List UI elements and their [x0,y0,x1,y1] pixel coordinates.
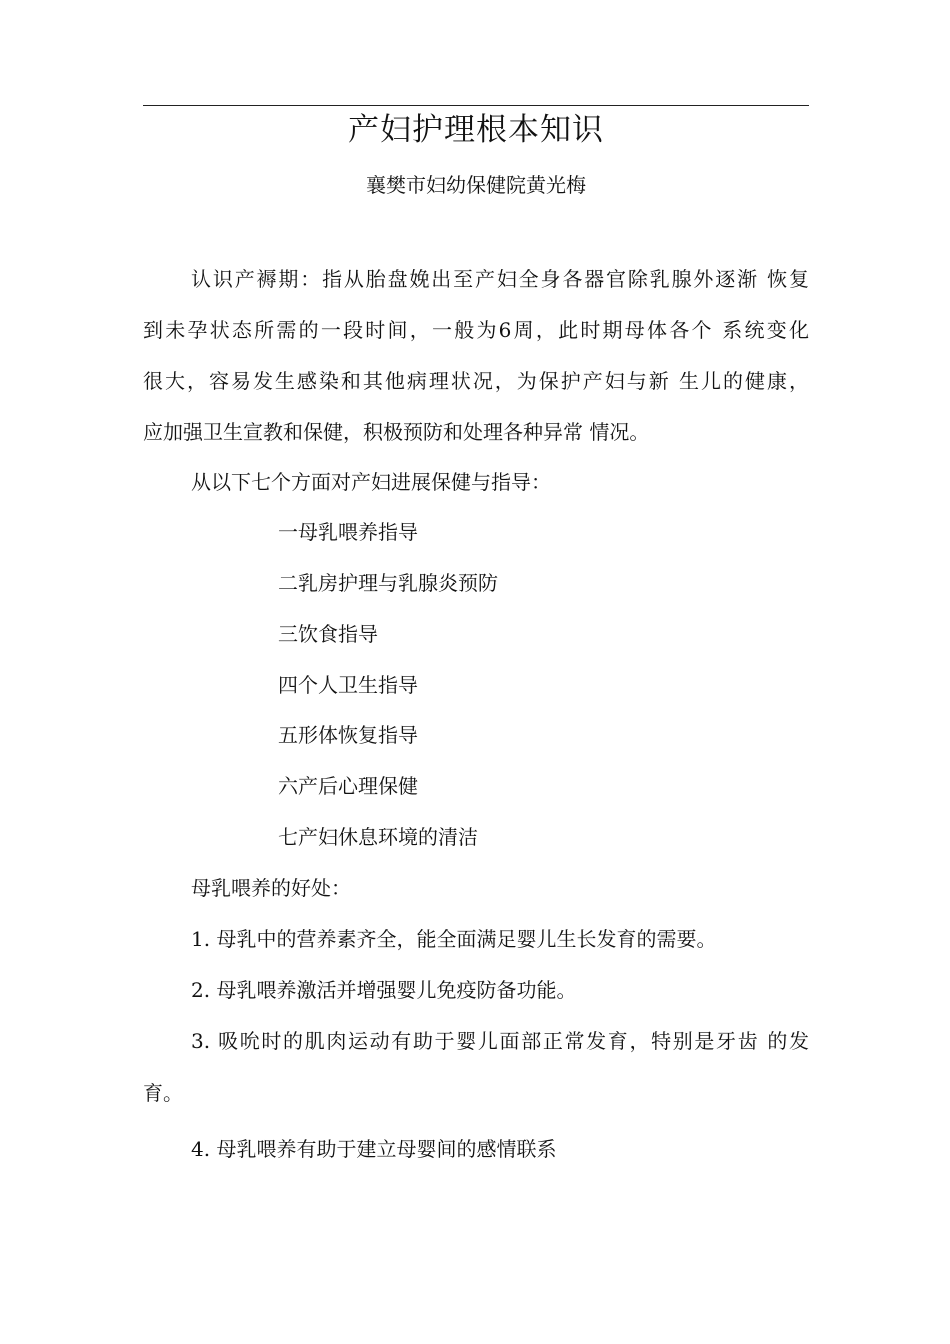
aspects-intro: 从以下七个方面对产妇进展保健与指导： [191,470,551,494]
intro-line-4: 应加强卫生宣教和保健，积极预防和处理各种异常 情况。 [143,420,650,444]
list-item: 五形体恢复指导 [278,723,418,747]
list-item: 三饮食指导 [278,622,378,646]
list-item: 七产妇休息环境的清洁 [278,825,478,849]
benefit-item-2: 2. 母乳喂养激活并增强婴儿免疫防备功能。 [191,978,577,1002]
list-item: 六产后心理保健 [278,774,418,798]
benefit-item-3-line-2: 育。 [143,1081,183,1105]
list-item: 二乳房护理与乳腺炎预防 [278,571,498,595]
document-title: 产妇护理根本知识 [348,112,604,148]
intro-line-3: 很大，容易发生感染和其他病理状况，为保护产妇与新 生儿的健康， [143,369,809,393]
benefits-heading: 母乳喂养的好处： [191,876,351,900]
list-item: 一母乳喂养指导 [278,520,418,544]
document-author: 襄樊市妇幼保健院黄光梅 [366,173,586,197]
benefit-item-1: 1. 母乳中的营养素齐全，能全面满足婴儿生长发育的需要。 [191,927,717,951]
intro-line-2: 到未孕状态所需的一段时间，一般为6周，此时期母体各个 系统变化 [143,318,809,342]
list-item: 四个人卫生指导 [278,673,418,697]
header-rule [143,105,809,106]
intro-line-1: 认识产褥期：指从胎盘娩出至产妇全身各器官除乳腺外逐渐 恢复 [191,267,809,291]
benefit-item-3-line-1: 3. 吸吮时的肌肉运动有助于婴儿面部正常发育，特别是牙齿 的发 [191,1029,809,1053]
benefit-item-4: 4. 母乳喂养有助于建立母婴间的感情联系 [191,1137,557,1161]
